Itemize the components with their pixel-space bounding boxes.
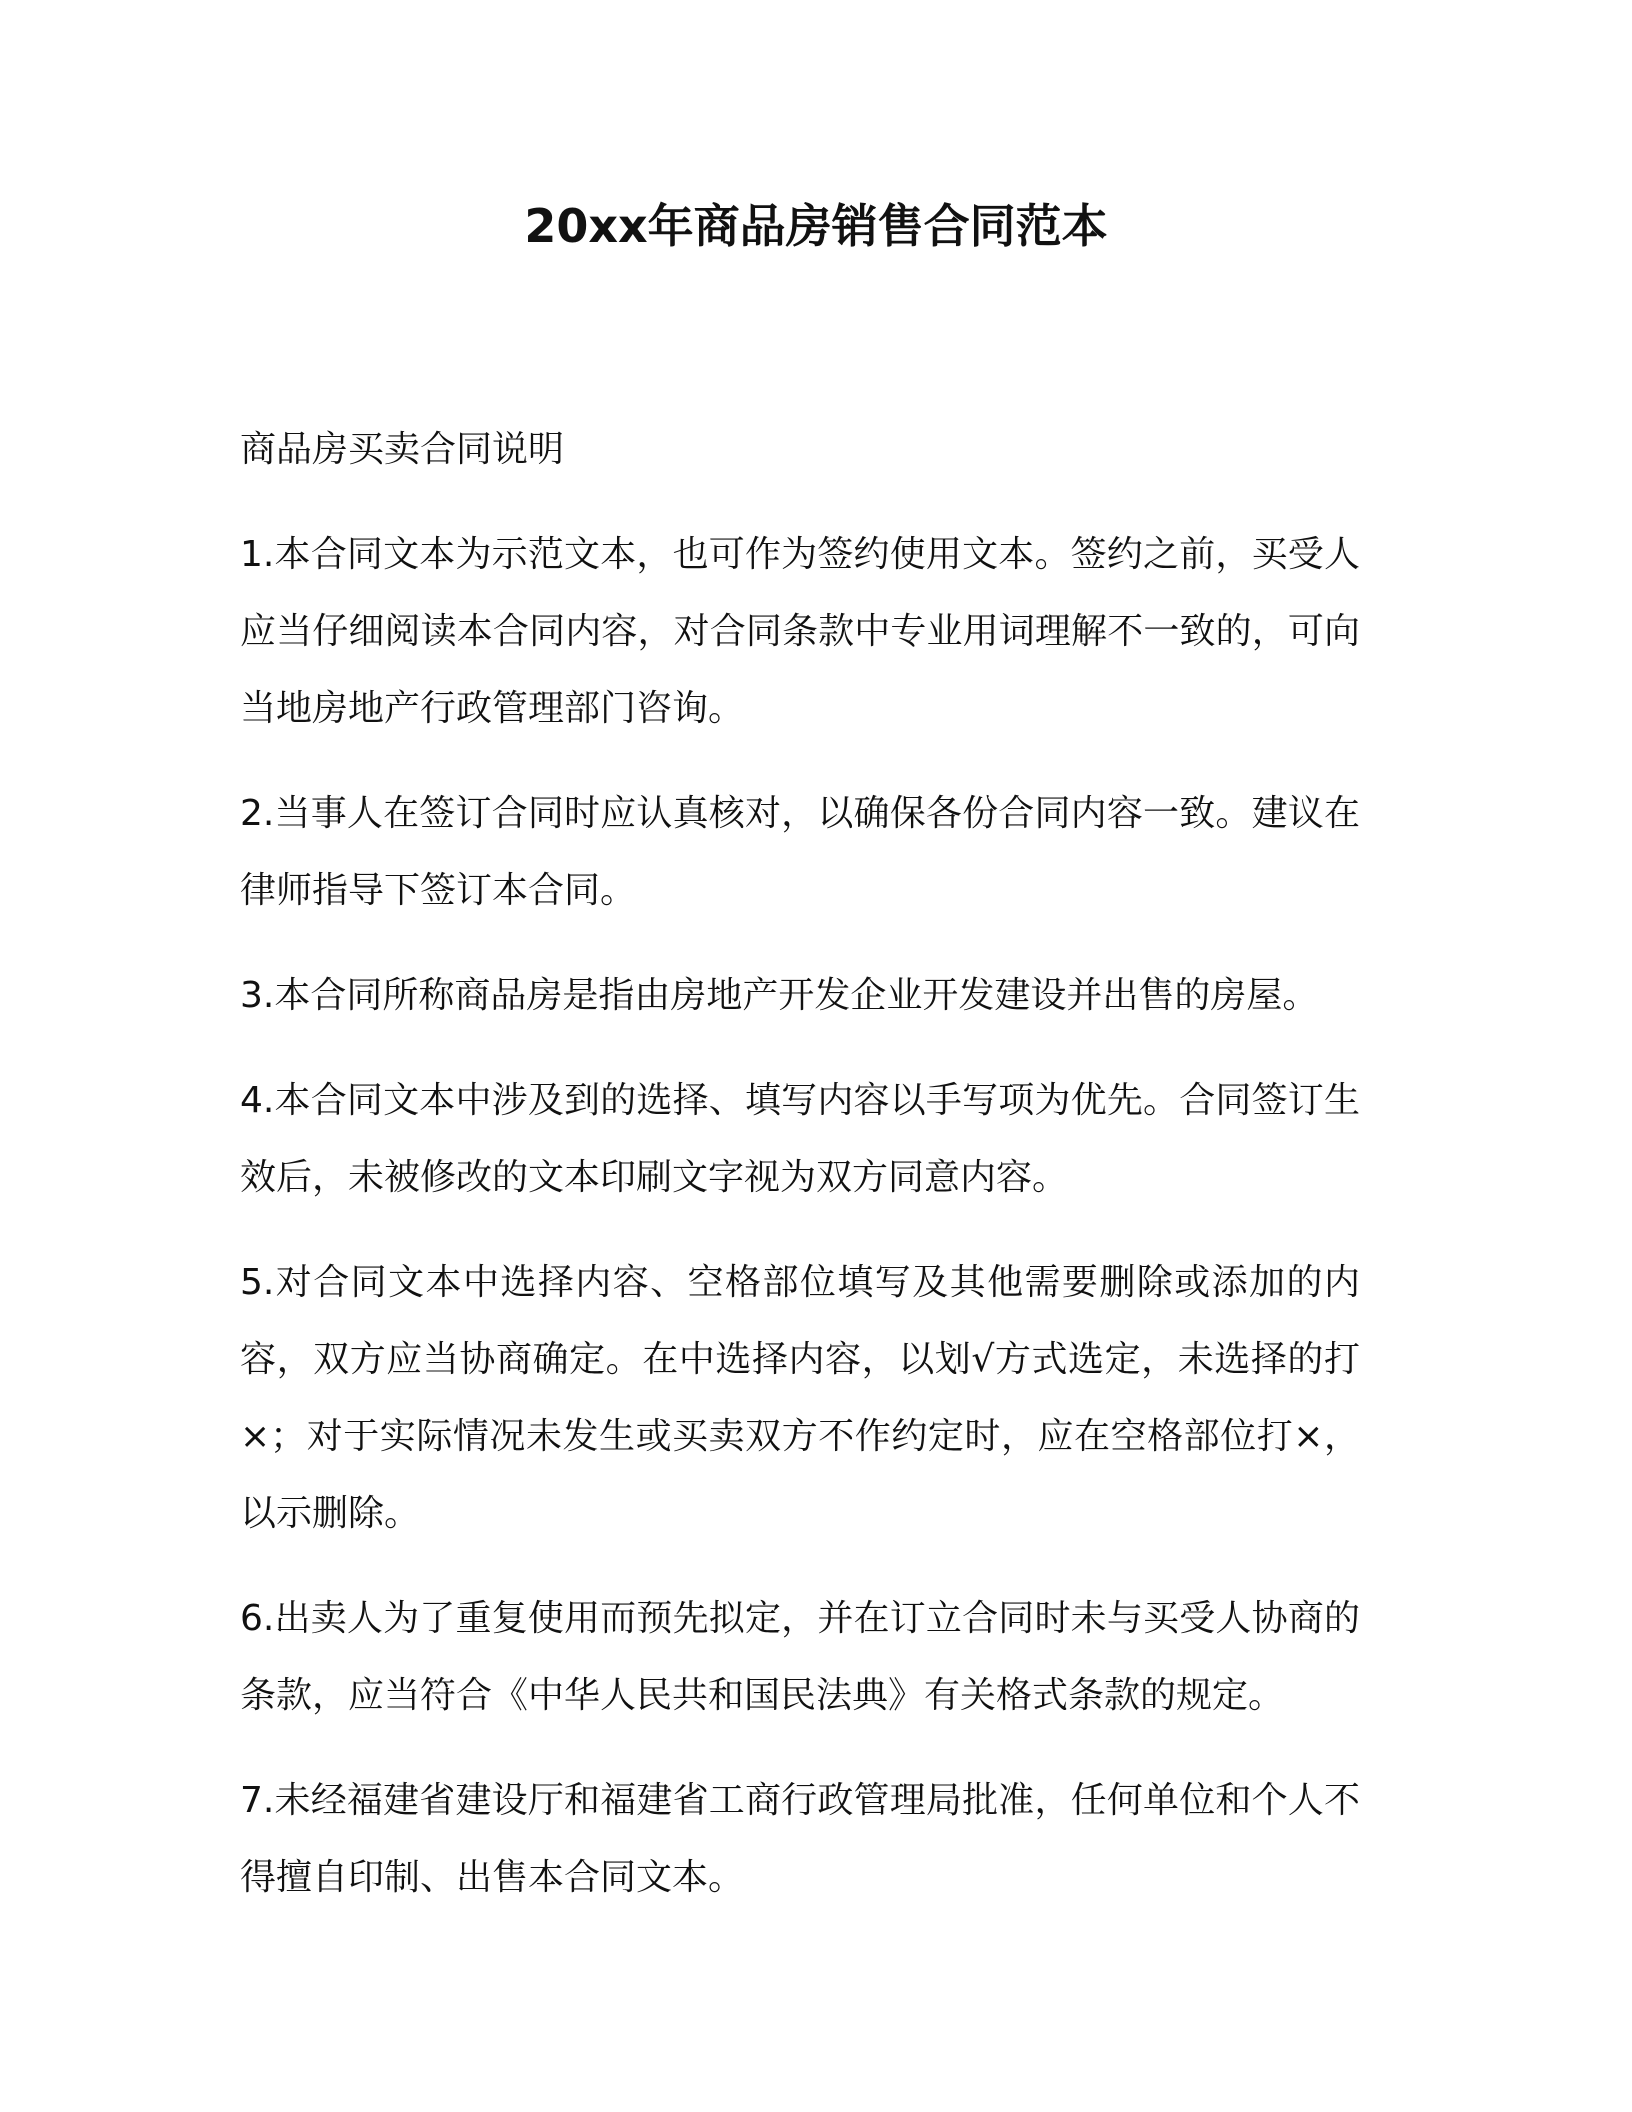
paragraph-4: 4.本合同文本中涉及到的选择、填写内容以手写项为优先。合同签订生效后，未被修改的文本印刷文字视为双方同意内容。: [240, 1080, 1360, 1198]
paragraph-1: 1.本合同文本为示范文本，也可作为签约使用文本。签约之前，买受人应当仔细阅读本合同内容，对合同条款中专业用词理解不一致的，可向当地房地产行政管理部门咨询。: [240, 534, 1360, 729]
section-heading: 商品房买卖合同说明: [240, 429, 565, 470]
paragraph-6: 6.出卖人为了重复使用而预先拟定，并在订立合同时未与买受人协商的条款，应当符合《中华人民共和国民法典》有关格式条款的规定。: [240, 1598, 1360, 1716]
paragraph-3: 3.本合同所称商品房是指由房地产开发企业开发建设并出售的房屋。: [240, 975, 1319, 1016]
paragraph-5: 5.对合同文本中选择内容、空格部位填写及其他需要删除或添加的内容，双方应当协商确定。在中选择内容，以划√方式选定，未选择的打×；对于实际情况未发生或买卖双方不作约定时，应在空格部位打×，以示删除。: [240, 1262, 1360, 1534]
document-title: 20xx年商品房销售合同范本: [524, 199, 1108, 253]
paragraph-2: 2.当事人在签订合同时应认真核对，以确保各份合同内容一致。建议在律师指导下签订本合同。: [240, 793, 1360, 911]
paragraph-7: 7.未经福建省建设厅和福建省工商行政管理局批准，任何单位和个人不得擅自印制、出售本合同文本。: [240, 1780, 1360, 1898]
document-body: [240, 412, 1360, 1944]
